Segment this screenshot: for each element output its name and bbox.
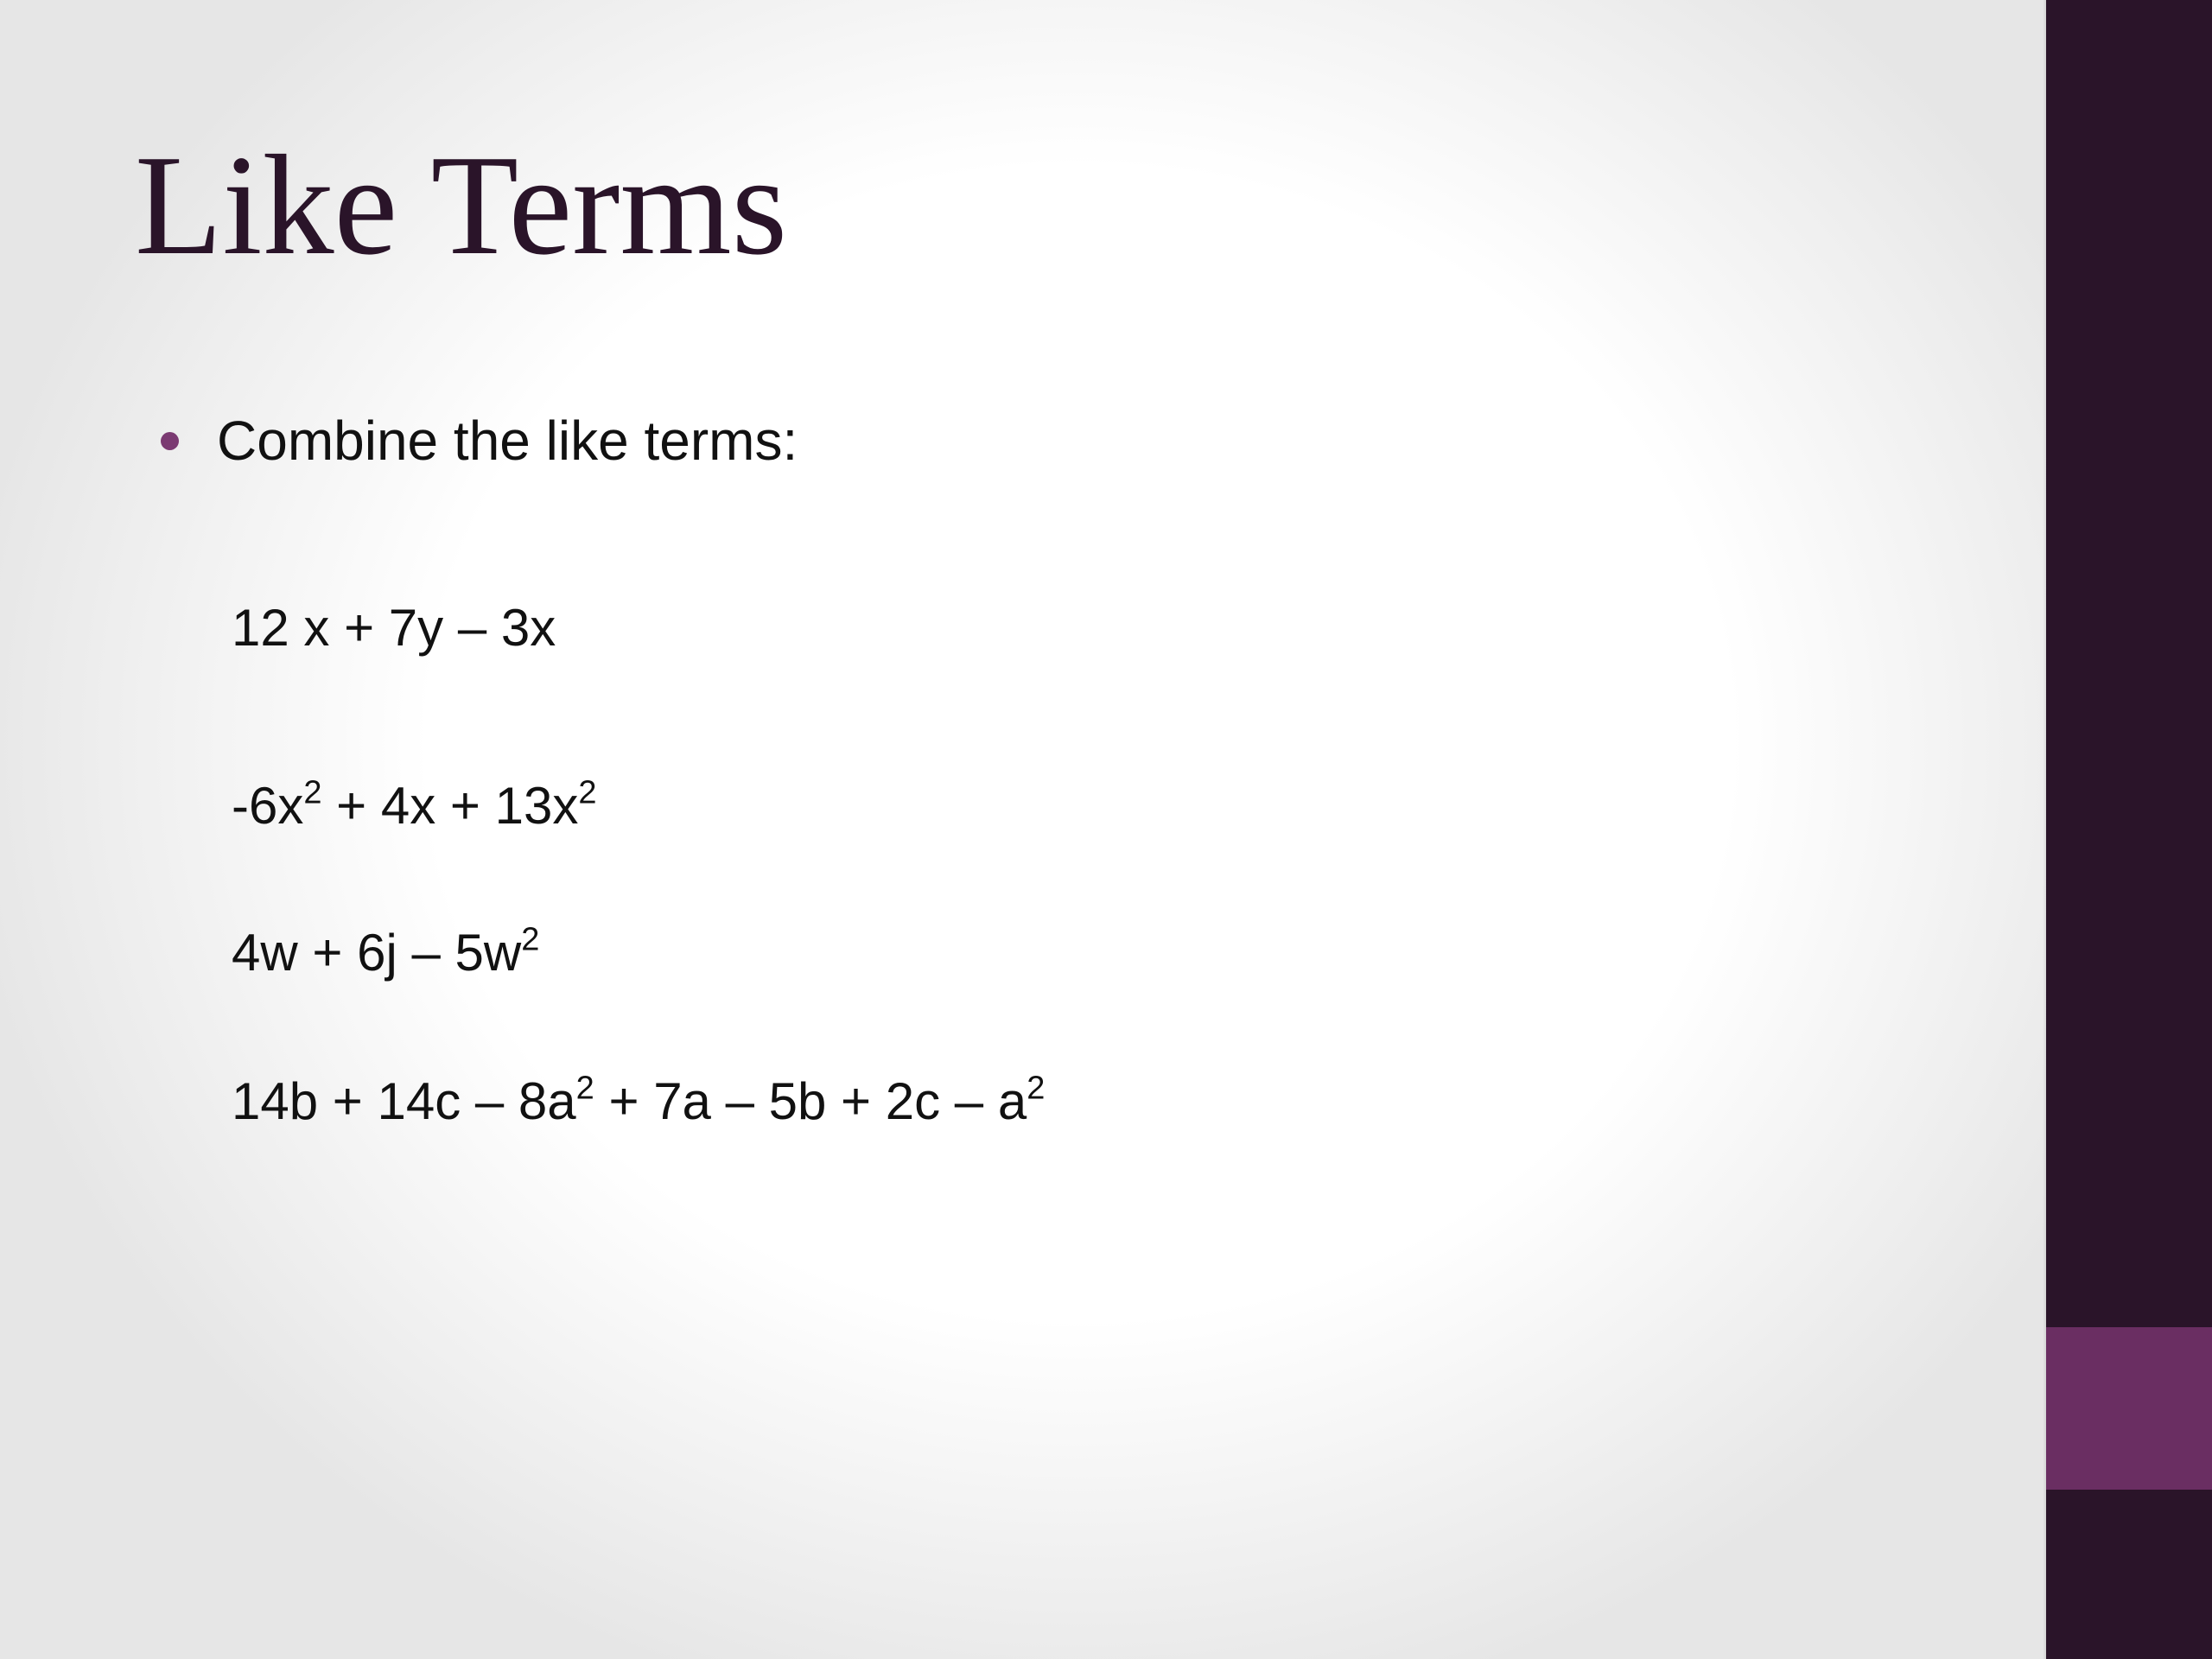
expression-text: + 4x + 13x — [321, 777, 579, 835]
expression-3 — [232, 921, 540, 982]
exponent: 2 — [1027, 1070, 1046, 1107]
expression-text: 14b + 14c – 8a — [232, 1072, 576, 1130]
exponent: 2 — [521, 921, 540, 958]
expression-text: + 7a – 5b + 2c – a — [594, 1072, 1027, 1130]
expression-4 — [232, 1070, 1046, 1130]
bullet-text: Combine the like terms: — [217, 410, 798, 472]
exponent: 2 — [578, 774, 597, 811]
exponent: 2 — [303, 774, 322, 811]
expression-text: -6x — [232, 777, 304, 835]
bullet-item — [161, 399, 798, 482]
exponent: 2 — [575, 1070, 594, 1107]
bullet-dot-icon — [161, 432, 179, 450]
expression-text: 12 x + 7y – 3x — [232, 599, 556, 657]
slide-title: Like Terms — [135, 125, 788, 284]
sidebar-accent-block — [2046, 1327, 2212, 1490]
expression-2 — [232, 774, 597, 835]
expression-1 — [232, 599, 556, 657]
expression-text: 4w + 6j – 5w — [232, 924, 522, 982]
